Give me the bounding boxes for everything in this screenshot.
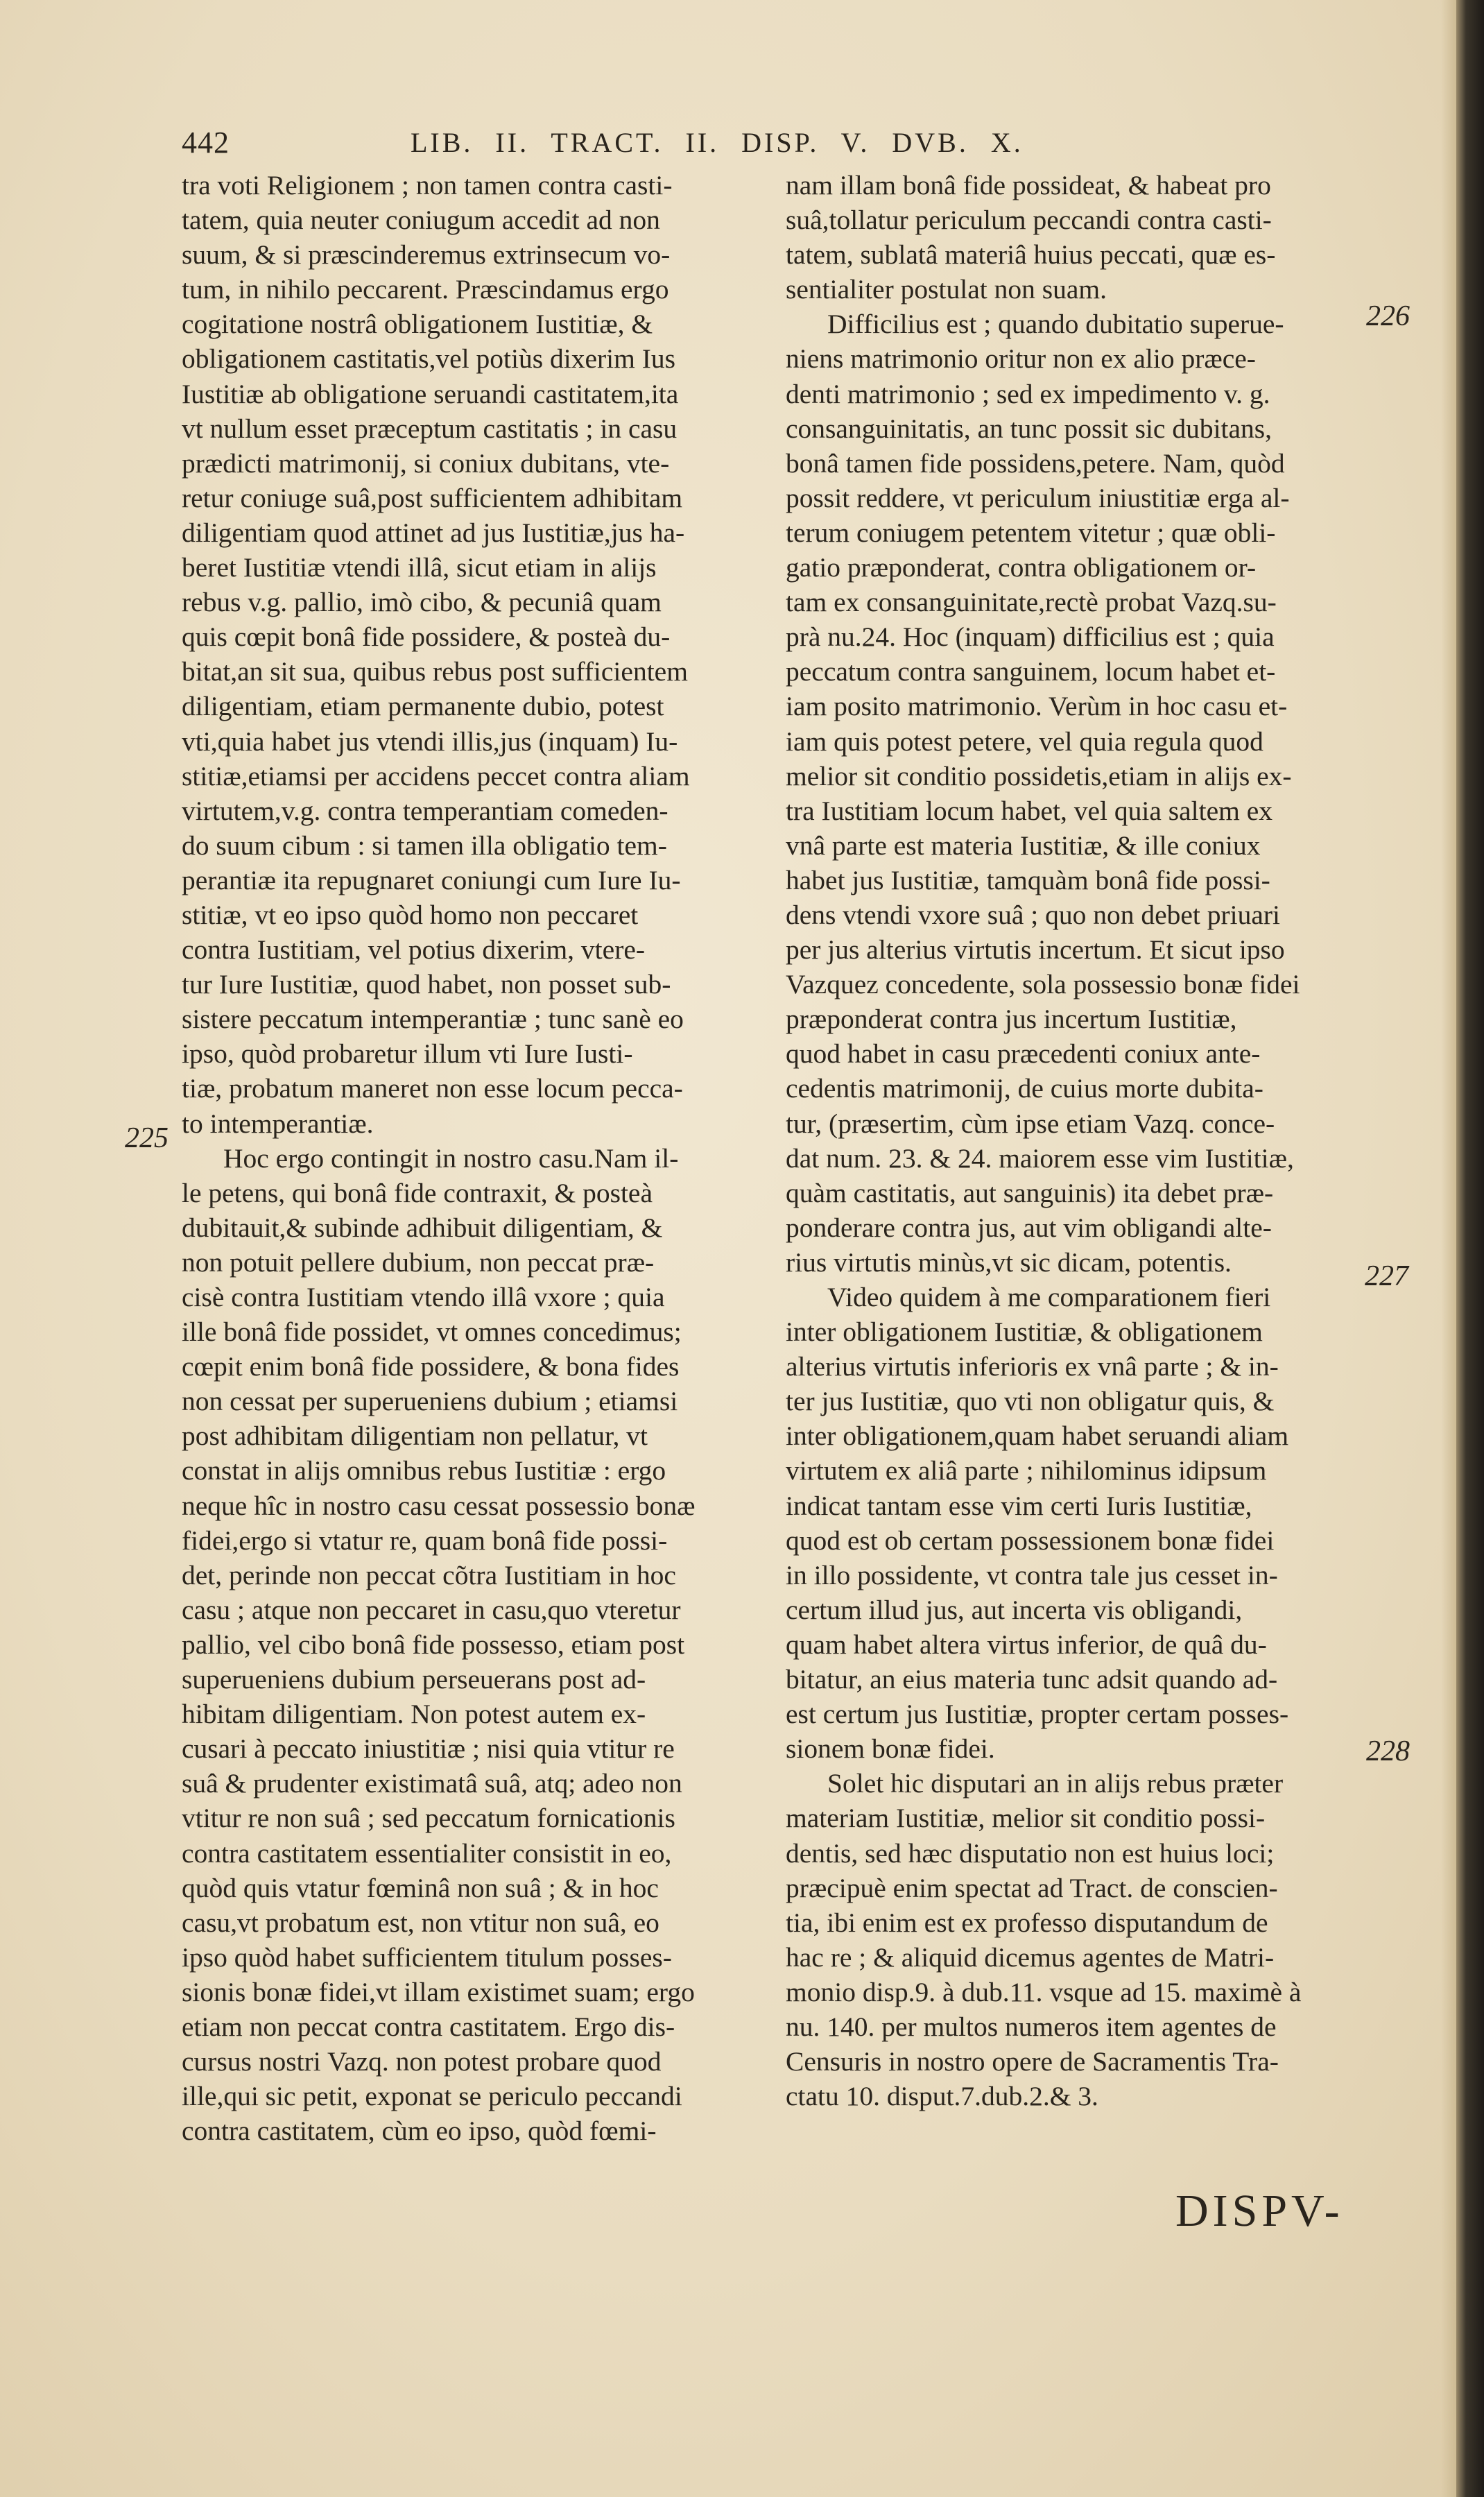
text-line: habet jus Iustitiæ, tamquàm bonâ fide possi- bbox=[786, 864, 1270, 895]
text-line: tur Iure Iustitiæ, quod habet, non posset sub- bbox=[182, 969, 671, 1000]
text-line: consanguinitatis, an tunc possit sic dubitans, bbox=[786, 413, 1272, 444]
text-line: vnâ parte est materia Iustitiæ, & ille coniux bbox=[786, 830, 1261, 861]
text-line: Solet hic disputari an in alijs rebus præter bbox=[827, 1768, 1284, 1799]
margin-number-227: 227 bbox=[1365, 1260, 1408, 1292]
text-line: per jus alterius virtutis incertum. Et sicut ipso bbox=[786, 934, 1285, 966]
text-line: inter obligationem Iustitiæ, & obligationem bbox=[786, 1316, 1263, 1348]
text-line: dens vtendi vxore suâ ; quo non debet priuari bbox=[786, 899, 1281, 930]
text-line: tur, (præsertim, cùm ipse etiam Vazq. conce- bbox=[786, 1108, 1275, 1139]
text-line: dubitauit,& subinde adhibuit diligentiam, & bbox=[182, 1212, 663, 1243]
text-line: tatem, quia neuter coniugum accedit ad non bbox=[182, 205, 660, 236]
text-line: tia, ibi enim est ex professo disputandum de bbox=[786, 1907, 1268, 1938]
text-line: suâ & prudenter existimatâ suâ, atq; adeo non bbox=[182, 1768, 682, 1799]
text-line: quam habet altera virtus inferior, de quâ du- bbox=[786, 1629, 1267, 1660]
text-line: virtutem ex aliâ parte ; nihilominus idipsum bbox=[786, 1455, 1267, 1486]
text-line: tiæ, probatum maneret non esse locum pecca- bbox=[182, 1073, 683, 1104]
text-line: hac re ; & aliquid dicemus agentes de Matri- bbox=[786, 1941, 1275, 1973]
text-line: vt nullum esset præceptum castitatis ; in casu bbox=[182, 413, 678, 444]
margin-number-228: 228 bbox=[1366, 1735, 1410, 1767]
text-line: det, perinde non peccat cõtra Iustitiam in hoc bbox=[182, 1559, 676, 1590]
text-line: diligentiam, etiam permanente dubio, potest bbox=[182, 691, 664, 722]
text-line: cedentis matrimonij, de cuius morte dubita- bbox=[786, 1073, 1263, 1104]
text-line: suum, & si præscinderemus extrinsecum vo- bbox=[182, 239, 671, 271]
text-line: Difficilius est ; quando dubitatio superue- bbox=[827, 309, 1284, 340]
text-line: beret Iustitiæ vtendi illâ, sicut etiam in alijs bbox=[182, 552, 657, 583]
text-line: iam quis potest petere, vel quia regula quod bbox=[786, 726, 1263, 757]
text-line: bonâ tamen fide possidens,petere. Nam, quòd bbox=[786, 447, 1285, 479]
text-line: post adhibitam diligentiam non pellatur, vt bbox=[182, 1421, 648, 1452]
text-line: ter jus Iustitiæ, quo vti non obligatur quis, & bbox=[786, 1386, 1275, 1417]
text-line: constat in alijs omnibus rebus Iustitiæ : ergo bbox=[182, 1455, 666, 1486]
right-text-column bbox=[786, 168, 1368, 2113]
text-line: quòd quis vtatur fœminâ non suâ ; & in hoc bbox=[182, 1872, 659, 1903]
text-line: sentialiter postulat non suam. bbox=[786, 274, 1107, 305]
text-line: certum illud jus, aut incerta vis obligandi, bbox=[786, 1594, 1243, 1625]
text-line: prà nu.24. Hoc (inquam) difficilius est ; quia bbox=[786, 621, 1275, 653]
text-line: in illo possidente, vt contra tale jus cesset in- bbox=[786, 1559, 1278, 1590]
text-line: præponderat contra jus incertum Iustitiæ, bbox=[786, 1004, 1237, 1035]
text-line: sistere peccatum intemperantiæ ; tunc sanè eo bbox=[182, 1004, 684, 1035]
margin-number-226: 226 bbox=[1366, 300, 1410, 332]
text-line: ille bonâ fide possidet, vt omnes concedimus; bbox=[182, 1316, 682, 1348]
text-line: casu ; atque non peccaret in casu,quo vteretur bbox=[182, 1594, 681, 1625]
running-header bbox=[182, 125, 1395, 164]
text-line: prædicti matrimonij, si coniux dubitans, vte- bbox=[182, 447, 670, 479]
text-line: non cessat per superueniens dubium ; etiamsi bbox=[182, 1386, 678, 1417]
text-line: tam ex consanguinitate,rectè probat Vazq.su- bbox=[786, 587, 1277, 618]
text-line: pallio, vel cibo bonâ fide possesso, etiam post bbox=[182, 1629, 685, 1660]
text-line: retur coniuge suâ,post sufficientem adhibitam bbox=[182, 482, 683, 513]
text-line: superueniens dubium perseuerans post ad- bbox=[182, 1664, 646, 1695]
text-line: dentis, sed hæc disputatio non est huius loci; bbox=[786, 1837, 1275, 1869]
text-line: obligationem castitatis,vel potiùs dixerim Ius bbox=[182, 343, 675, 375]
text-line: niens matrimonio oritur non ex alio præce- bbox=[786, 343, 1256, 375]
text-line: sionis bonæ fidei,vt illam existimet suam; ergo bbox=[182, 1976, 695, 2007]
text-line: cogitatione nostrâ obligationem Iustitiæ, & bbox=[182, 309, 653, 340]
text-line: quàm castitatis, aut sanguinis) ita debet præ- bbox=[786, 1177, 1274, 1208]
text-line: contra castitatem essentialiter consistit in eo, bbox=[182, 1837, 672, 1869]
text-line: perantiæ ita repugnaret coniungi cum Iure Iu- bbox=[182, 864, 681, 895]
text-line: fidei,ergo si vtatur re, quam bonâ fide possi- bbox=[182, 1525, 668, 1556]
text-line: ponderare contra jus, aut vim obligandi alte- bbox=[786, 1212, 1272, 1243]
text-line: stitiæ, vt eo ipso quòd homo non peccaret bbox=[182, 899, 639, 930]
text-line: Iustitiæ ab obligatione seruandi castitatem,ita bbox=[182, 378, 679, 409]
text-line: dat num. 23. & 24. maiorem esse vim Iustitiæ, bbox=[786, 1142, 1294, 1174]
text-line: præcipuè enim spectat ad Tract. de conscien- bbox=[786, 1872, 1278, 1903]
text-line: virtutem,v.g. contra temperantiam comeden- bbox=[182, 795, 668, 826]
running-title: LIB. II. TRACT. II. DISP. V. DVB. X. bbox=[411, 127, 1024, 158]
text-line: iam posito matrimonio. Verùm in hoc casu et- bbox=[786, 691, 1288, 722]
text-line: inter obligationem,quam habet seruandi aliam bbox=[786, 1421, 1289, 1452]
text-line: to intemperantiæ. bbox=[182, 1108, 374, 1139]
text-line: tra Iustitiam locum habet, vel quia saltem ex bbox=[786, 795, 1273, 826]
text-line: tum, in nihilo peccarent. Præscindamus ergo bbox=[182, 274, 669, 305]
text-line: stitiæ,etiamsi per accidens peccet contra aliam bbox=[182, 760, 690, 791]
text-line: cursus nostri Vazq. non potest probare quod bbox=[182, 2046, 662, 2077]
text-line: ipso, quòd probaretur illum vti Iure Iusti- bbox=[182, 1038, 633, 1070]
text-line: Video quidem à me comparationem fieri bbox=[827, 1282, 1271, 1312]
margin-number-225: 225 bbox=[125, 1122, 169, 1154]
text-line: alterius virtutis inferioris ex vnâ parte ; & in- bbox=[786, 1351, 1279, 1382]
text-line: quod est ob certam possessionem bonæ fidei bbox=[786, 1525, 1275, 1556]
text-line: gatio præponderat, contra obligationem or- bbox=[786, 552, 1257, 583]
text-line: diligentiam quod attinet ad jus Iustitiæ,jus ha- bbox=[182, 517, 685, 548]
text-line: contra castitatem, cùm eo ipso, quòd fœmi- bbox=[182, 2116, 657, 2147]
text-line: bitatur, an eius materia tunc adsit quando ad- bbox=[786, 1664, 1278, 1695]
text-line: ille,qui sic petit, exponat se periculo peccandi bbox=[182, 2081, 682, 2112]
text-line: melior sit conditio possidetis,etiam in alijs ex- bbox=[786, 760, 1292, 791]
text-line: contra Iustitiam, vel potius dixerim, vtere- bbox=[182, 934, 646, 966]
text-line: ctatu 10. disput.7.dub.2.& 3. bbox=[786, 2081, 1098, 2112]
text-line: Hoc ergo contingit in nostro casu.Nam il- bbox=[223, 1142, 679, 1174]
facing-page-edge bbox=[1456, 0, 1484, 2497]
left-text-column bbox=[182, 168, 771, 2148]
text-line: etiam non peccat contra castitatem. Ergo dis- bbox=[182, 2011, 675, 2042]
text-line: vti,quia habet jus vtendi illis,jus (inquam) Iu- bbox=[182, 726, 678, 757]
text-line: monio disp.9. à dub.11. vsque ad 15. maximè à bbox=[786, 1976, 1302, 2007]
text-line: cusari à peccato iniustitiæ ; nisi quia vtitur re bbox=[182, 1733, 675, 1765]
text-line: le petens, qui bonâ fide contraxit, & posteà bbox=[182, 1177, 653, 1208]
text-line: rebus v.g. pallio, imò cibo, & pecuniâ quam bbox=[182, 587, 662, 618]
text-line: bitat,an sit sua, quibus rebus post sufficientem bbox=[182, 656, 688, 687]
text-line: do suum cibum : si tamen illa obligatio tem- bbox=[182, 830, 667, 861]
text-line: casu,vt probatum est, non vtitur non suâ, eo bbox=[182, 1907, 659, 1938]
text-line: cœpit enim bonâ fide possidere, & bona fides bbox=[182, 1351, 680, 1382]
text-line: est certum jus Iustitiæ, propter certam posses- bbox=[786, 1699, 1289, 1730]
page-number: 442 bbox=[182, 126, 230, 160]
text-line: indicat tantam esse vim certi Iuris Iustitiæ, bbox=[786, 1490, 1252, 1521]
text-line: non potuit pellere dubium, non peccat præ- bbox=[182, 1246, 655, 1278]
text-line: denti matrimonio ; sed ex impedimento v. g. bbox=[786, 378, 1270, 409]
page-gutter-shadow bbox=[1441, 0, 1456, 2497]
text-line: suâ,tollatur periculum peccandi contra casti- bbox=[786, 205, 1272, 236]
text-line: vtitur re non suâ ; sed peccatum fornicationis bbox=[182, 1803, 675, 1834]
text-line: peccatum contra sanguinem, locum habet et- bbox=[786, 656, 1276, 687]
text-line: Censuris in nostro opere de Sacramentis Tra- bbox=[786, 2046, 1279, 2077]
text-line: Vazquez concedente, sola possessio bonæ fidei bbox=[786, 969, 1300, 1000]
text-line: nam illam bonâ fide possideat, & habeat pro bbox=[786, 170, 1271, 200]
text-line: terum coniugem petentem vitetur ; quæ obli- bbox=[786, 517, 1276, 548]
text-line: nu. 140. per multos numeros item agentes de bbox=[786, 2011, 1277, 2042]
text-line: cisè contra Iustitiam vtendo illâ vxore ; quia bbox=[182, 1282, 665, 1312]
text-line: sionem bonæ fidei. bbox=[786, 1733, 995, 1765]
text-line: quis cœpit bonâ fide possidere, & posteà du- bbox=[182, 621, 671, 653]
catchword: DISPV- bbox=[1175, 2186, 1344, 2236]
text-line: quod habet in casu præcedenti coniux ante- bbox=[786, 1038, 1261, 1070]
text-line: materiam Iustitiæ, melior sit conditio possi- bbox=[786, 1803, 1266, 1834]
text-line: rius virtutis minùs,vt sic dicam, potentis. bbox=[786, 1246, 1232, 1278]
text-line: possit reddere, vt periculum iniustitiæ erga al- bbox=[786, 482, 1290, 513]
text-line: tra voti Religionem ; non tamen contra casti- bbox=[182, 170, 673, 200]
text-line: ipso quòd habet sufficientem titulum posses- bbox=[182, 1941, 672, 1973]
text-line: tatem, sublatâ materiâ huius peccati, quæ es- bbox=[786, 239, 1276, 271]
text-line: hibitam diligentiam. Non potest autem ex- bbox=[182, 1699, 646, 1730]
text-line: neque hîc in nostro casu cessat possessio bonæ bbox=[182, 1490, 696, 1521]
